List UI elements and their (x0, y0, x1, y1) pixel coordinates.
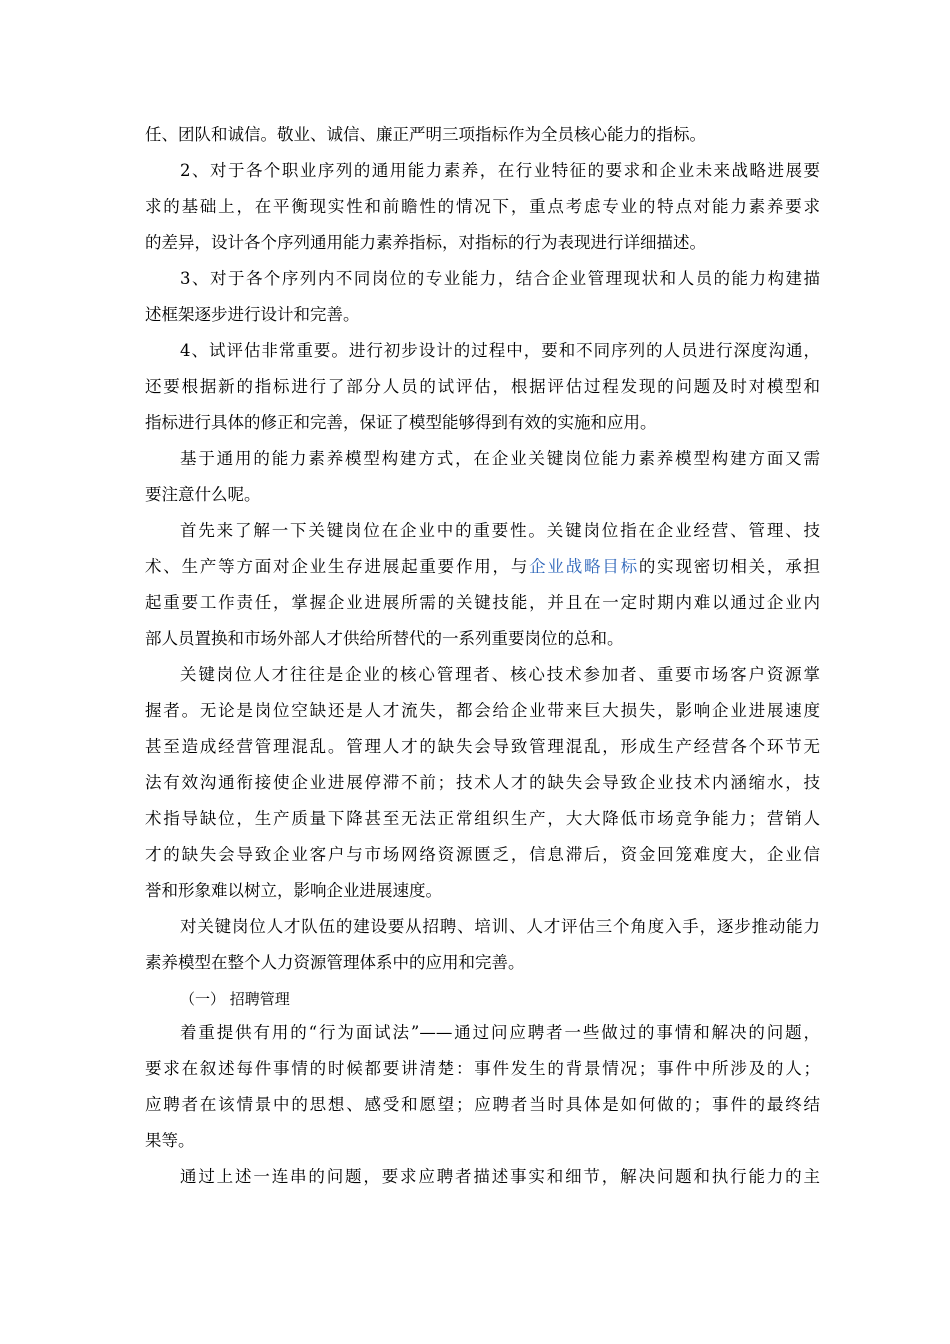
text-line: 握者。无论是岗位空缺还是人才流失，都会给企业带来巨大损失，影响企业进展速度 (145, 701, 820, 720)
text-line: 首先来了解一下关键岗位在企业中的重要性。关键岗位指在企业经营、管理、技 (180, 521, 820, 540)
text-line: 要注意什么呢。 (145, 485, 261, 504)
text-line: 素养模型在整个人力资源管理体系中的应用和完善。 (145, 953, 525, 972)
text-line: 对关键岗位人才队伍的建设要从招聘、培训、人才评估三个角度入手，逐步推动能力 (180, 917, 820, 936)
text-line: 3、对于各个序列内不同岗位的专业能力，结合企业管理现状和人员的能力构建描 (180, 269, 820, 288)
text-line: 关键岗位人才往往是企业的核心管理者、核心技术参加者、重要市场客户资源掌 (180, 665, 820, 684)
text-line: 还要根据新的指标进行了部分人员的试评估，根据评估过程发现的问题及时对模型和 (145, 377, 820, 396)
text-line: 述框架逐步进行设计和完善。 (145, 305, 360, 324)
text-line: 才的缺失会导致企业客户与市场网络资源匮乏，信息滞后，资金回笼难度大，企业信 (145, 845, 820, 864)
text-segment: 的实现密切相关，承担 (638, 557, 821, 576)
text-line: 果等。 (145, 1131, 195, 1150)
strategy-goal-link[interactable]: 企业战略目标 (529, 557, 639, 576)
text-line: 着重提供有用的“行为面试法”——通过问应聘者一些做过的事情和解决的问题， (180, 1023, 820, 1042)
text-line: 誉和形象难以树立，影响企业进展速度。 (145, 881, 442, 900)
section-heading: （一） 招聘管理 (180, 990, 290, 1008)
text-line: 要求在叙述每件事情的时候都要讲清楚：事件发生的背景情况；事件中所涉及的人； (145, 1059, 820, 1078)
text-line: 通过上述一连串的问题，要求应聘者描述事实和细节，解决问题和执行能力的主 (180, 1167, 820, 1186)
text-line: 甚至造成经营管理混乱。管理人才的缺失会导致管理混乱，形成生产经营各个环节无 (145, 737, 820, 756)
text-line: 法有效沟通衔接使企业进展停滞不前；技术人才的缺失会导致企业技术内涵缩水，技 (145, 773, 820, 792)
text-line: 的差异，设计各个序列通用能力素养指标，对指标的行为表现进行详细描述。 (145, 233, 706, 252)
text-line: 指标进行具体的修正和完善，保证了模型能够得到有效的实施和应用。 (145, 413, 657, 432)
text-line: 基于通用的能力素养模型构建方式，在企业关键岗位能力素养模型构建方面又需 (180, 449, 820, 468)
text-line-with-link (145, 557, 820, 577)
text-line: 起重要工作责任，掌握企业进展所需的关键技能，并且在一定时期内难以通过企业内 (145, 593, 820, 612)
text-line: 部人员置换和市场外部人才供给所替代的一系列重要岗位的总和。 (145, 629, 624, 648)
text-line: 任、团队和诚信。敬业、诚信、廉正严明三项指标作为全员核心能力的指标。 (145, 125, 706, 144)
text-line: 4、试评估非常重要。进行初步设计的过程中，要和不同序列的人员进行深度沟通， (180, 341, 820, 360)
text-line: 术指导缺位，生产质量下降甚至无法正常组织生产，大大降低市场竞争能力；营销人 (145, 809, 820, 828)
text-line: 应聘者在该情景中的思想、感受和愿望；应聘者当时具体是如何做的；事件的最终结 (145, 1095, 820, 1114)
text-line: 求的基础上，在平衡现实性和前瞻性的情况下，重点考虑专业的特点对能力素养要求 (145, 197, 820, 216)
text-segment: 术、生产等方面对企业生存进展起重要作用，与 (145, 557, 530, 576)
text-line: 2、对于各个职业序列的通用能力素养，在行业特征的要求和企业未来战略进展要 (180, 161, 820, 180)
